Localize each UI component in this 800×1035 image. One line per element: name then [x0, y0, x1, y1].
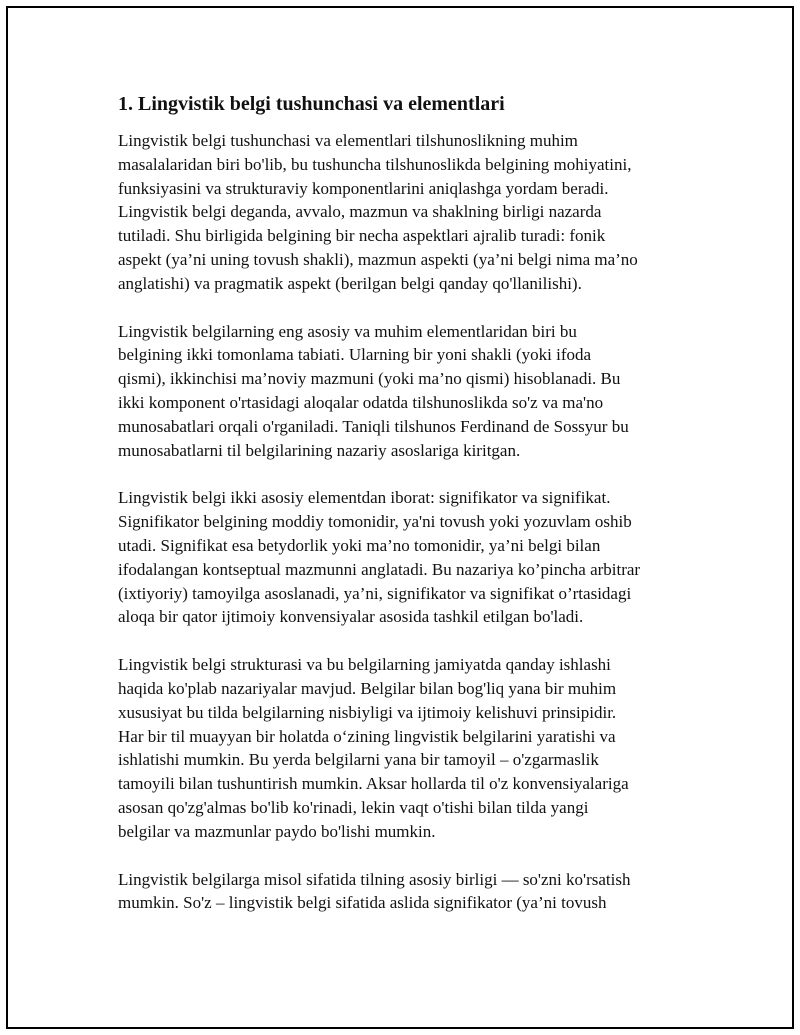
- paragraph-line: ishlatishi mumkin. Bu yerda belgilarni yana bir tamoyil – o'zgarmaslik: [118, 750, 599, 770]
- paragraph-line: Lingvistik belgi deganda, avvalo, mazmun va shaklning birligi nazarda: [118, 202, 602, 222]
- paragraph-line: munosabatlarni til belgilarining nazariy asoslariga kiritgan.: [118, 440, 521, 460]
- paragraph-line: belgining ikki tomonlama tabiati. Ularning bir yoni shakli (yoki ifoda: [118, 345, 592, 365]
- paragraph-line: Lingvistik belgi ikki asosiy elementdan iborat: signifikator va signifikat.: [118, 488, 611, 508]
- paragraph-line: funksiyasini va strukturaviy komponentlarini aniqlashga yordam beradi.: [118, 178, 609, 198]
- paragraph-line: mumkin. So'z – lingvistik belgi sifatida aslida signifikator (ya’ni tovush: [118, 893, 607, 913]
- paragraph-line: aspekt (ya’ni uning tovush shakli), mazmun aspekti (ya’ni belgi nima ma’no: [118, 249, 638, 269]
- paragraph-line: xususiyat bu tilda belgilarning nisbiyligi va ijtimoiy kelishuvi prinsipidir.: [118, 702, 617, 722]
- paragraph-line: utadi. Signifikat esa betydorlik yoki ma’no tomonidir, ya’ni belgi bilan: [118, 535, 601, 555]
- paragraph-line: aloqa bir qator ijtimoiy konvensiyalar asosida tashkil etilgan bo'ladi.: [118, 607, 584, 627]
- body-paragraphs: [118, 129, 698, 915]
- paragraph-line: qismi), ikkinchisi ma’noviy mazmuni (yoki ma’no qismi) hisoblanadi. Bu: [118, 369, 621, 389]
- paragraph-line: anglatishi) va pragmatik aspekt (berilgan belgi qanday qo'llanilishi).: [118, 273, 582, 293]
- paragraph-line: tutiladi. Shu birligida belgining bir necha aspektlari ajralib turadi: fonik: [118, 226, 606, 246]
- body-paragraph: [118, 653, 698, 843]
- paragraph-line: masalalaridan biri bo'lib, bu tushuncha tilshunoslikda belgining mohiyatini,: [118, 154, 632, 174]
- paragraph-line: Lingvistik belgi strukturasi va bu belgilarning jamiyatda qanday ishlashi: [118, 655, 611, 675]
- section-heading: 1. Lingvistik belgi tushunchasi va elementlari: [118, 93, 505, 115]
- paragraph-line: Lingvistik belgilarga misol sifatida tilning asosiy birligi — so'zni ko'rsatish: [118, 869, 631, 889]
- paragraph-line: ikki komponent o'rtasidagi aloqalar odatda tilshunoslikda so'z va ma'no: [118, 392, 604, 412]
- paragraph-line: asosan qo'zg'almas bo'lib ko'rinadi, lekin vaqt o'tishi bilan tilda yangi: [118, 797, 589, 817]
- paragraph-line: Lingvistik belgi tushunchasi va elementlari tilshunoslikning muhim: [118, 131, 578, 150]
- paragraph-line: Har bir til muayyan bir holatda o‘zining lingvistik belgilarini yaratishi va: [118, 726, 616, 746]
- paragraph-line: tamoyili bilan tushuntirish mumkin. Aksar hollarda til o'z konvensiyalariga: [118, 774, 629, 794]
- body-paragraph: [118, 486, 698, 629]
- paragraph-line: (ixtiyoriy) tamoyilga asoslanadi, ya’ni, signifikator va signifikat o’rtasidagi: [118, 583, 632, 603]
- paragraph-line: haqida ko'plab nazariyalar mavjud. Belgilar bilan bog'liq yana bir muhim: [118, 678, 617, 698]
- paragraph-line: Lingvistik belgilarning eng asosiy va muhim elementlaridan biri bu: [118, 321, 577, 341]
- body-paragraph: [118, 129, 698, 296]
- document-content: [118, 92, 698, 939]
- body-paragraph: [118, 320, 698, 463]
- document-page: [6, 6, 794, 1029]
- paragraph-line: Signifikator belgining moddiy tomonidir, ya'ni tovush yoki yozuvlam oshib: [118, 512, 632, 532]
- body-paragraph: [118, 868, 698, 916]
- paragraph-line: ifodalangan kontseptual mazmunni anglatadi. Bu nazariya ko’pincha arbitrar: [118, 559, 641, 579]
- paragraph-line: belgilar va mazmunlar paydo bo'lishi mumkin.: [118, 821, 436, 841]
- paragraph-line: munosabatlari orqali o'rganiladi. Taniqli tilshunos Ferdinand de Sossyur bu: [118, 416, 629, 436]
